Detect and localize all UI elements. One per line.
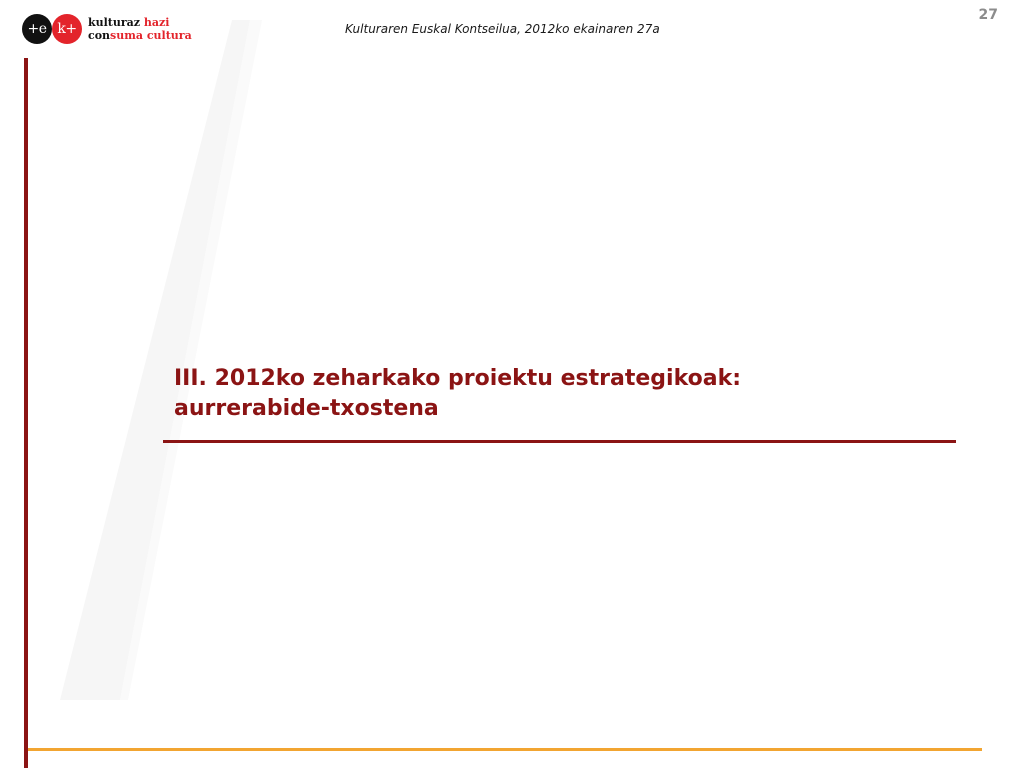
logo — [22, 14, 192, 46]
logo-word-hazi: hazi — [143, 16, 170, 29]
header-caption: Kulturaren Euskal Kontseilua, 2012ko ekainaren 27a — [345, 22, 660, 36]
page-number: 27 — [978, 7, 998, 23]
section-title — [174, 364, 894, 424]
logo-word-con: con — [88, 29, 111, 42]
bottom-horizontal-rule — [28, 748, 982, 751]
logo-word-suma-cultura: suma cultura — [110, 29, 192, 42]
left-vertical-rule — [24, 58, 28, 768]
logo-word-kulturaz: kulturaz — [88, 16, 141, 29]
logo-plus-e-circle: +e — [22, 14, 52, 44]
section-title-line-1: III. 2012ko zeharkako proiektu estrategikoak: — [174, 366, 742, 391]
logo-wordmark — [88, 16, 192, 42]
logo-k-plus-circle: k+ — [52, 14, 82, 44]
title-underline — [163, 440, 956, 443]
section-title-line-2: aurrerabide-txostena — [174, 396, 439, 421]
